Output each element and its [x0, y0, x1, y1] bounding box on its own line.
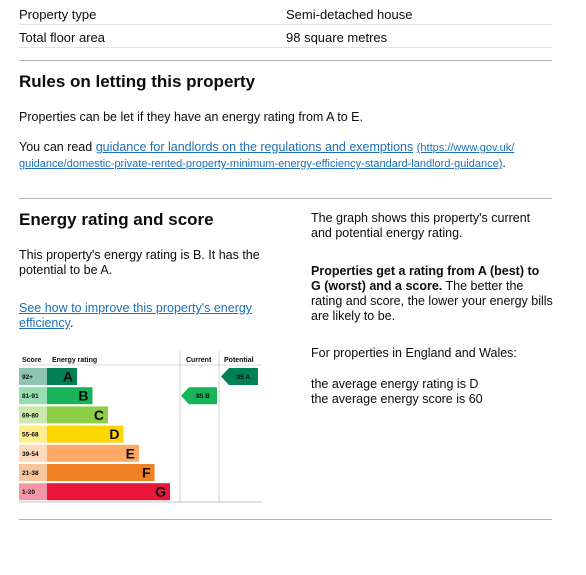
graph-text-2: and potential energy rating.	[311, 226, 463, 240]
rating-band-c	[19, 406, 108, 423]
average-score: the average energy score is 60	[311, 392, 483, 406]
band-letter: D	[109, 426, 120, 443]
rules-read-prefix: You can read	[19, 140, 96, 154]
graph-description	[311, 211, 561, 241]
summary-row-property-type	[19, 2, 552, 25]
energy-heading: Energy rating and score	[19, 210, 214, 229]
band-bar	[47, 464, 155, 481]
rating-bold-2: G (worst) and a score.	[311, 279, 443, 293]
section-divider	[19, 60, 552, 61]
band-bar	[47, 483, 170, 500]
rating-bold-1: Properties get a rating from A (best) to	[311, 264, 540, 278]
rating-band-e	[19, 445, 139, 462]
improve-efficiency-link-2[interactable]: efficiency	[19, 316, 70, 330]
band-letter: E	[125, 445, 135, 462]
potential-rating-marker	[221, 368, 258, 385]
graph-header-current: Current	[186, 357, 212, 364]
rules-guidance-paragraph	[19, 140, 559, 172]
graph-text-1: The graph shows this property's current	[311, 211, 531, 225]
rating-band-b	[19, 387, 93, 404]
rating-band-d	[19, 426, 124, 443]
rating-band-a	[19, 368, 77, 385]
energy-rating-line-2: potential to be A.	[19, 263, 113, 277]
band-score-label: 55-68	[22, 431, 39, 439]
region-text: For properties in England and Wales:	[311, 346, 517, 360]
section-divider	[19, 198, 552, 199]
band-score-label: 21-38	[22, 470, 39, 477]
graph-header-potential: Potential	[224, 357, 254, 364]
graph-header-score: Score	[22, 357, 42, 364]
rating-rest-1: The better the	[442, 279, 524, 293]
rules-intro: Properties can be let if they have an energy rating from A to E.	[19, 110, 363, 124]
band-score-label: 1-20	[22, 489, 36, 497]
summary-value: 98 square metres	[286, 30, 388, 45]
energy-rating-graph	[19, 351, 262, 503]
current-rating-marker	[181, 387, 217, 404]
summary-row-floor-area	[19, 25, 552, 48]
band-letter: B	[78, 387, 89, 404]
summary-label: Property type	[19, 7, 97, 22]
improve-suffix: .	[69, 316, 74, 330]
rules-heading: Rules on letting this property	[19, 72, 256, 91]
improve-paragraph	[19, 301, 289, 331]
summary-label: Total floor area	[19, 30, 105, 45]
energy-rating-line-1: This property's energy rating is B. It has the	[19, 248, 260, 262]
guidance-url-link-1[interactable]: (https://www.gov.uk/	[416, 142, 515, 154]
section-divider	[19, 519, 552, 520]
improve-efficiency-link-1[interactable]: See how to improve this property's energy	[19, 301, 253, 315]
rules-read-suffix: .	[502, 156, 506, 170]
guidance-link[interactable]: guidance for landlords on the regulations and exemptions	[95, 140, 414, 154]
average-text	[311, 377, 561, 407]
summary-value: Semi-detached house	[286, 7, 413, 22]
band-letter: F	[141, 464, 151, 481]
rating-explanation	[311, 264, 561, 324]
graph-header-rating: Energy rating	[52, 357, 98, 364]
energy-rating-text	[19, 248, 289, 278]
average-rating: the average energy rating is D	[311, 377, 479, 391]
rating-rest-3: are likely to be.	[311, 309, 396, 323]
band-score-label: 69-80	[22, 412, 39, 420]
current-rating-marker-label: 85 B	[196, 393, 210, 401]
rating-band-f	[19, 464, 155, 481]
guidance-url-link-2[interactable]: guidance/domestic-private-rented-property-minimum-energy-efficiency-standard-landlord-guidance)	[19, 158, 503, 170]
band-score-label: 39-54	[22, 450, 39, 458]
band-letter: G	[155, 483, 166, 500]
rating-band-g	[19, 483, 170, 500]
band-letter: A	[62, 368, 73, 385]
rating-rest-2: rating and score, the lower your energy bills	[311, 294, 553, 308]
band-score-label: 81-91	[22, 393, 39, 401]
band-letter: C	[93, 406, 104, 423]
potential-rating-marker-label: 95 A	[236, 374, 251, 381]
band-score-label: 92+	[22, 374, 34, 381]
